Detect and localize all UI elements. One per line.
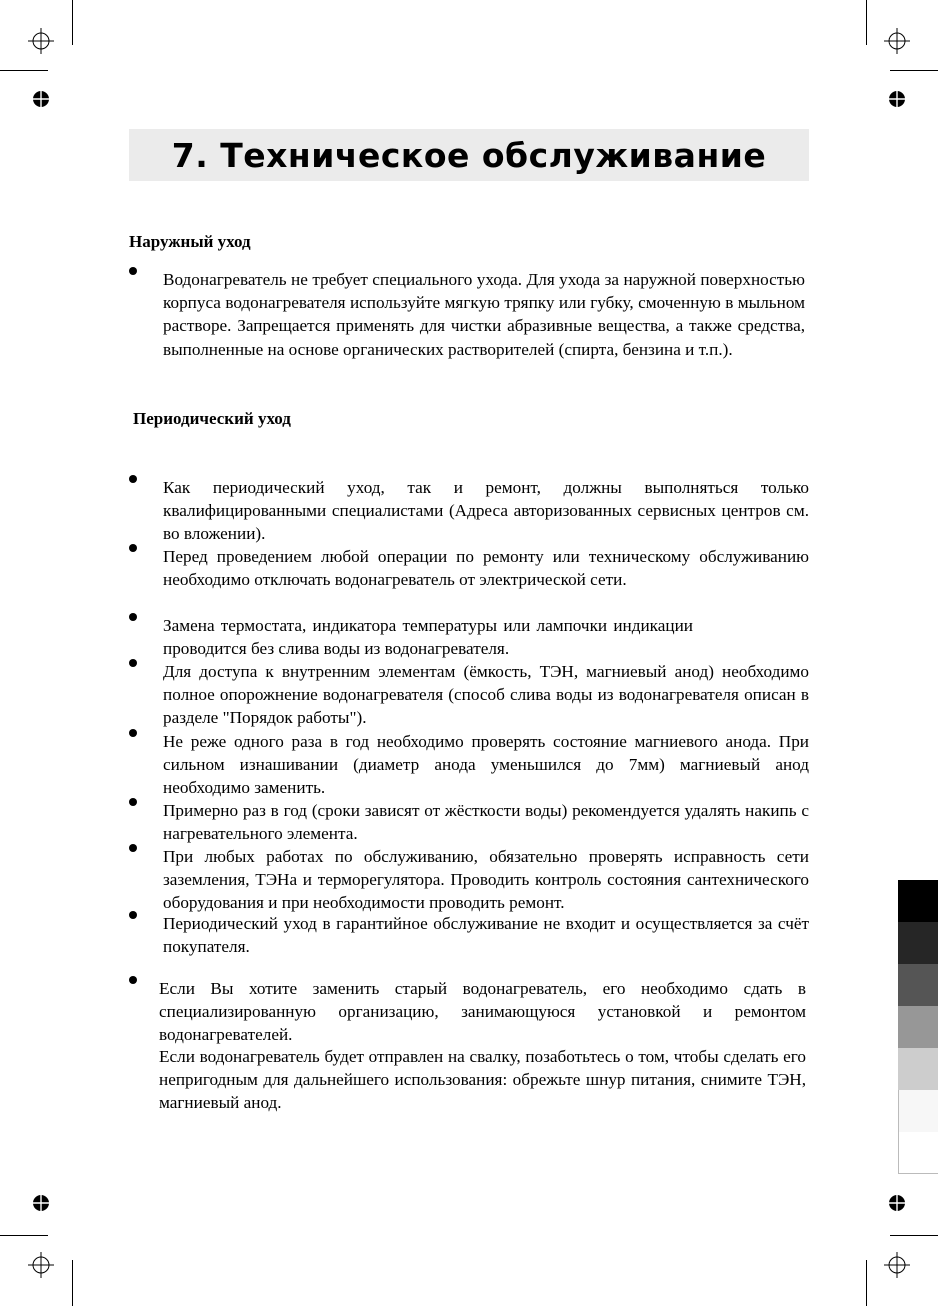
registration-target-icon xyxy=(887,1193,907,1213)
disposal-paragraph: Если водонагреватель будет отправлен на свалку, позаботьтесь о том, чтобы сделать его непригодным для дальнейшего использования: обрежьте шнур питания, снимите ТЭН, магниевый анод. xyxy=(159,1047,806,1113)
list-item: Примерно раз в год (сроки зависят от жёсткости воды) рекомендуется удалять накипь с нагревательного элемента. xyxy=(163,801,809,844)
bullet-icon xyxy=(129,659,137,667)
registration-mark-icon xyxy=(884,1252,910,1278)
gray-scale-swatch xyxy=(898,922,938,964)
registration-mark-icon xyxy=(28,1252,54,1278)
gray-scale-swatch xyxy=(898,1090,938,1132)
list-item: Периодический уход в гарантийное обслуживание не входит и осуществляется за счёт покупателя. xyxy=(163,914,809,957)
bullet-icon xyxy=(129,976,137,984)
section-heading-exterior-care: Наружный уход xyxy=(129,232,251,251)
list-item: Не реже одного раза в год необходимо проверять состояние магниевого анода. При сильном изнашивании (диаметр анода уменьшился до 7мм) магниевый анод необходимо заменить. xyxy=(163,732,809,798)
list-item: Для доступа к внутренним элементам (ёмкость, ТЭН, магниевый анод) необходимо полное опорожнение водонагревателя (способ слива воды из водонагревателя описан в разделе "Порядок работы"). xyxy=(163,662,809,728)
registration-mark-icon xyxy=(28,28,54,54)
page-title: 7. Техническое обслуживание xyxy=(171,135,767,175)
bullet-icon xyxy=(129,844,137,852)
registration-target-icon xyxy=(31,1193,51,1213)
list-item: При любых работах по обслуживанию, обязательно проверять исправность сети заземления, ТЭНа и терморегулятора. Проводить контроль состояния сантехнического оборудования и при необходимости проводить ремонт. xyxy=(163,847,809,913)
crop-line xyxy=(866,0,867,45)
list-item: Водонагреватель не требует специального ухода. Для ухода за наружной поверхностью корпуса водонагревателя используйте мягкую тряпку или губку, смоченную в мыльном растворе. Запрещается применять для чистки абразивные вещества, а также средства, выполненные на основе органических растворителей (спирта, бензина и т.п.). xyxy=(163,270,805,359)
list-item: Перед проведением любой операции по ремонту или техническому обслуживанию необходимо отключать водонагреватель от электрической сети. xyxy=(163,547,809,590)
crop-line xyxy=(0,70,48,71)
disposal-paragraph: Если Вы хотите заменить старый водонагреватель, его необходимо сдать в специализированную организацию, занимающуюся установкой и ремонтом водонагревателей. xyxy=(159,979,806,1045)
title-banner xyxy=(129,129,809,181)
list-item: Как периодический уход, так и ремонт, должны выполняться только квалифицированными специалистами (Адреса авторизованных сервисных центров см. во вложении). xyxy=(163,478,809,544)
bullet-icon xyxy=(129,613,137,621)
crop-line xyxy=(890,1235,938,1236)
crop-line xyxy=(866,1260,867,1306)
gray-scale-swatch xyxy=(898,1006,938,1048)
bullet-icon xyxy=(129,798,137,806)
gray-scale-swatch xyxy=(898,880,938,922)
crop-line xyxy=(72,0,73,45)
crop-line xyxy=(72,1260,73,1306)
bullet-icon xyxy=(129,544,137,552)
bullet-icon xyxy=(129,911,137,919)
crop-line xyxy=(890,70,938,71)
registration-mark-icon xyxy=(884,28,910,54)
gray-scale-swatch xyxy=(898,964,938,1006)
list-item: Замена термостата, индикатора температуры или лампочки индикации проводится без слива воды из водонагревателя. xyxy=(163,616,693,659)
registration-target-icon xyxy=(887,89,907,109)
crop-line xyxy=(0,1235,48,1236)
bullet-icon xyxy=(129,729,137,737)
gray-scale-swatch xyxy=(898,1048,938,1090)
section-heading-periodic-care: Периодический уход xyxy=(133,409,291,428)
registration-target-icon xyxy=(31,89,51,109)
gray-scale-swatch xyxy=(898,1132,938,1174)
bullet-icon xyxy=(129,475,137,483)
bullet-icon xyxy=(129,267,137,275)
